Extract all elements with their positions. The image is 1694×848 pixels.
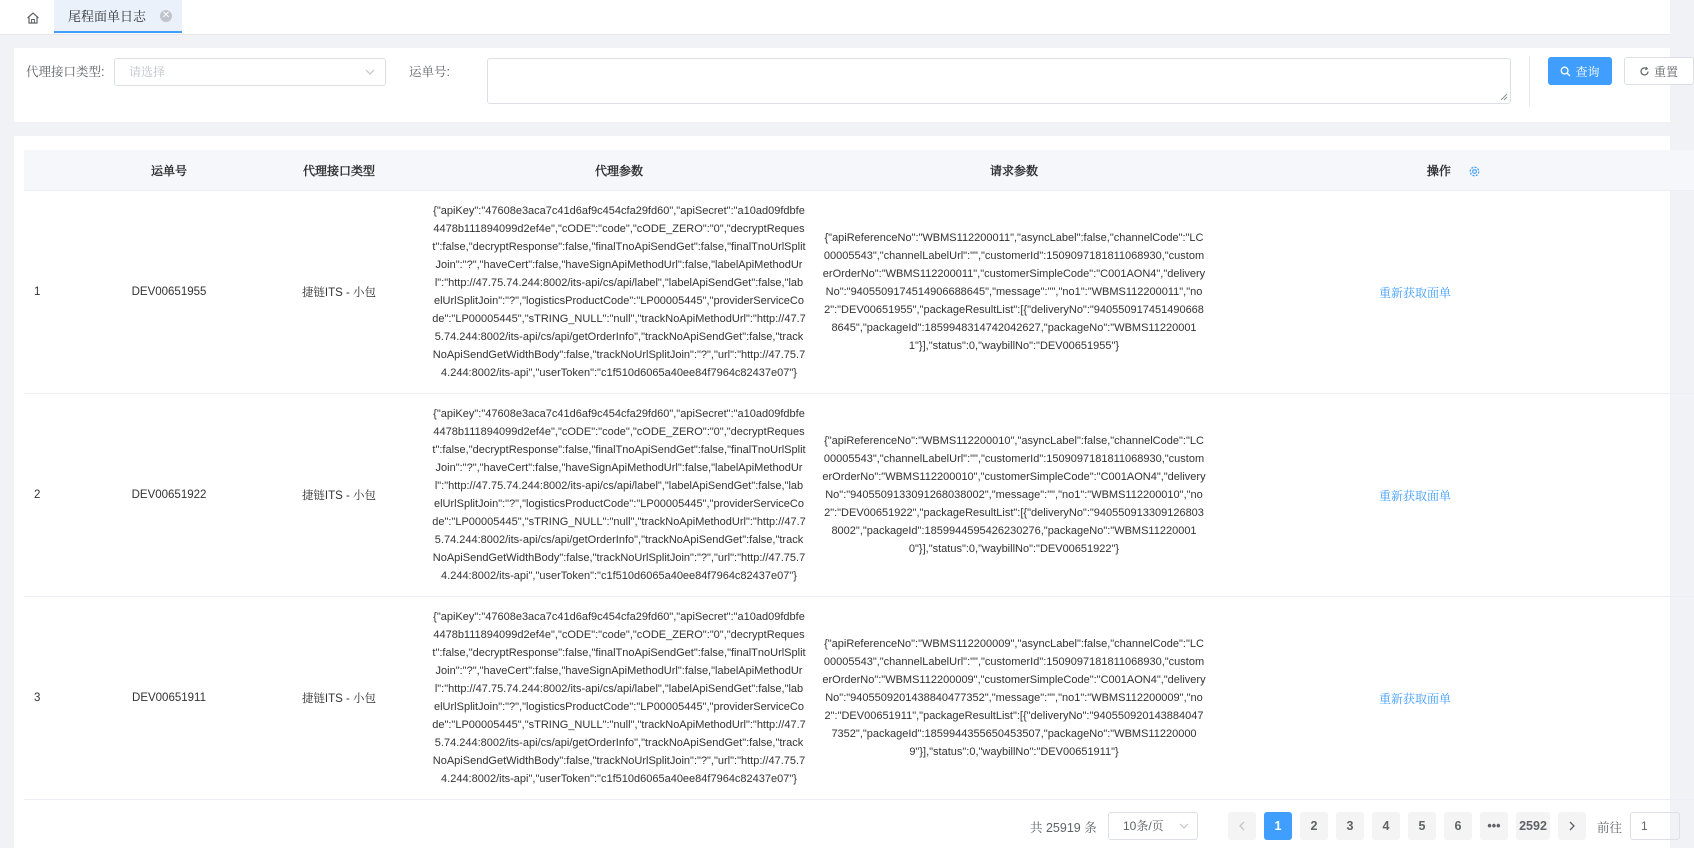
gear-icon[interactable] <box>1468 165 1481 178</box>
page-4-button[interactable]: 4 <box>1372 812 1400 840</box>
pagination <box>14 812 1670 840</box>
column-header-proxy-params: 代理参数 <box>424 150 814 191</box>
proxy-type-select[interactable] <box>114 58 386 86</box>
divider <box>1529 56 1530 106</box>
table-row <box>24 394 1694 597</box>
data-table <box>24 150 1670 800</box>
reset-button-label: 重置 <box>1654 64 1679 79</box>
row-proxy-params: {"apiKey":"47608e3aca7c41d6af9c454cfa29fd60","apiSecret":"a10ad09fdbfe4478b111894099d2ef4e","cODE":"code","cODE_ZERO":"0","decryptRequest":false,"decryptResponse":false,"finalTnoApiSendGet":false,"finalTnoUrlSplitJoin":"?","haveCert":false,"haveSignApiMethodUrl":false,"labelApiMethodUrl":"http://47.75.74.244:8002/its-api/cs/api/label","labelApiSendGet":false,"labelUrlSplitJoin":"?","logisticsProductCode":"LP00005445","providerServiceCode":"LP00005445","sTRING_NULL":"null","trackNoApiMethodUrl":"http://47.75.74.244:8002/its-api/cs/api/getOrderInfo","trackNoApiSendGet":false,"trackNoApiSendGetWidthBody":false,"trackNoUrlSplitJoin":"?","url":"http://47.75.74.244:8002/its-api","userToken":"c1f510d6065a40ee84f7964c82437e07"} <box>432 408 806 582</box>
row-proxy-type: 捷链ITS - 小包 <box>254 394 424 597</box>
row-index: 1 <box>24 191 84 394</box>
row-proxy-type: 捷链ITS - 小包 <box>254 597 424 800</box>
row-waybill: DEV00651955 <box>84 191 254 394</box>
prev-page-button[interactable] <box>1228 812 1256 840</box>
proxy-type-placeholder: 请选择 <box>129 65 166 79</box>
refetch-label-link[interactable]: 重新获取面单 <box>1379 285 1452 300</box>
tab-label: 尾程面单日志 <box>68 9 147 24</box>
row-request-params: {"apiReferenceNo":"WBMS112200009","asyncLabel":false,"channelCode":"LC00005543","channelLabelUrl":"","customerId":1509097181811068930,"customerOrderNo":"WBMS112200009","customerSimpleCode":"C001AON4","deliveryNo":"9405509201438840477352","message":"","no1":"WBMS112200009","no2":"DEV00651911","packageResultList":[{"deliveryNo":"9405509201438840477352","packageId":1859944355650453507,"packageNo":"WBMS112200009"}],"status":0,"waybillNo":"DEV00651911"} <box>822 638 1206 758</box>
home-tab[interactable] <box>18 4 48 32</box>
reset-button[interactable] <box>1624 57 1694 85</box>
more-pages-button[interactable]: ••• <box>1480 812 1508 840</box>
search-icon <box>1560 66 1571 77</box>
page-size-select[interactable] <box>1108 812 1198 840</box>
column-header-waybill: 运单号 <box>84 150 254 191</box>
row-proxy-type: 捷链ITS - 小包 <box>254 191 424 394</box>
query-button-label: 查询 <box>1575 64 1600 79</box>
row-waybill: DEV00651922 <box>84 394 254 597</box>
last-page-button[interactable]: 2592 <box>1516 812 1550 840</box>
page-5-button[interactable]: 5 <box>1408 812 1436 840</box>
refetch-label-link[interactable]: 重新获取面单 <box>1379 691 1452 706</box>
column-header-action <box>1214 150 1694 191</box>
page-2-button[interactable]: 2 <box>1300 812 1328 840</box>
row-waybill: DEV00651911 <box>84 597 254 800</box>
row-index: 2 <box>24 394 84 597</box>
goto-label: 前往 <box>1597 821 1623 835</box>
row-index: 3 <box>24 597 84 800</box>
row-proxy-params: {"apiKey":"47608e3aca7c41d6af9c454cfa29fd60","apiSecret":"a10ad09fdbfe4478b111894099d2ef4e","cODE":"code","cODE_ZERO":"0","decryptRequest":false,"decryptResponse":false,"finalTnoApiSendGet":false,"finalTnoUrlSplitJoin":"?","haveCert":false,"haveSignApiMethodUrl":false,"labelApiMethodUrl":"http://47.75.74.244:8002/its-api/cs/api/label","labelApiSendGet":false,"labelUrlSplitJoin":"?","logisticsProductCode":"LP00005445","providerServiceCode":"LP00005445","sTRING_NULL":"null","trackNoApiMethodUrl":"http://47.75.74.244:8002/its-api/cs/api/getOrderInfo","trackNoApiSendGet":false,"trackNoApiSendGetWidthBody":false,"trackNoUrlSplitJoin":"?","url":"http://47.75.74.244:8002/its-api","userToken":"c1f510d6065a40ee84f7964c82437e07"} <box>432 205 806 379</box>
table-header-row <box>24 150 1694 191</box>
query-button[interactable] <box>1548 57 1612 85</box>
column-header-request-params: 请求参数 <box>814 150 1214 191</box>
column-header-action-label: 操作 <box>1426 163 1451 178</box>
page-6-button[interactable]: 6 <box>1444 812 1472 840</box>
row-proxy-params: {"apiKey":"47608e3aca7c41d6af9c454cfa29fd60","apiSecret":"a10ad09fdbfe4478b111894099d2ef4e","cODE":"code","cODE_ZERO":"0","decryptRequest":false,"decryptResponse":false,"finalTnoApiSendGet":false,"finalTnoUrlSplitJoin":"?","haveCert":false,"haveSignApiMethodUrl":false,"labelApiMethodUrl":"http://47.75.74.244:8002/its-api/cs/api/label","labelApiSendGet":false,"labelUrlSplitJoin":"?","logisticsProductCode":"LP00005445","providerServiceCode":"LP00005445","sTRING_NULL":"null","trackNoApiMethodUrl":"http://47.75.74.244:8002/its-api/cs/api/getOrderInfo","trackNoApiSendGet":false,"trackNoApiSendGetWidthBody":false,"trackNoUrlSplitJoin":"?","url":"http://47.75.74.244:8002/its-api","userToken":"c1f510d6065a40ee84f7964c82437e07"} <box>432 611 806 785</box>
table-panel <box>14 136 1670 848</box>
resize-grip-icon[interactable] <box>1500 93 1508 101</box>
waybill-label: 运单号: <box>409 65 450 79</box>
waybill-input[interactable] <box>487 58 1511 104</box>
close-icon[interactable]: ✕ <box>161 9 171 21</box>
home-icon <box>26 11 40 25</box>
page-1-button[interactable]: 1 <box>1264 812 1292 840</box>
proxy-type-label: 代理接口类型: <box>26 65 105 79</box>
filter-panel <box>14 48 1679 122</box>
refresh-icon <box>1639 66 1650 77</box>
tab-bar <box>0 0 1670 35</box>
chevron-right-icon <box>1568 821 1576 831</box>
goto-page-input[interactable] <box>1630 812 1680 840</box>
row-request-params: {"apiReferenceNo":"WBMS112200011","asyncLabel":false,"channelCode":"LC00005543","channelLabelUrl":"","customerId":1509097181811068930,"customerOrderNo":"WBMS112200011","customerSimpleCode":"C001AON4","deliveryNo":"9405509174514906688645","message":"","no1":"WBMS112200011","no2":"DEV00651955","packageResultList":[{"deliveryNo":"9405509174514906688645","packageId":1859948314742042627,"packageNo":"WBMS112200011"}],"status":0,"waybillNo":"DEV00651955"} <box>822 232 1206 352</box>
refetch-label-link[interactable]: 重新获取面单 <box>1379 488 1452 503</box>
tab-tail-label-log[interactable] <box>54 0 182 33</box>
column-header-index <box>24 150 84 191</box>
row-request-params: {"apiReferenceNo":"WBMS112200010","asyncLabel":false,"channelCode":"LC00005543","channelLabelUrl":"","customerId":1509097181811068930,"customerOrderNo":"WBMS112200010","customerSimpleCode":"C001AON4","deliveryNo":"9405509133091268038002","message":"","no1":"WBMS112200010","no2":"DEV00651922","packageResultList":[{"deliveryNo":"9405509133091268038002","packageId":1859944595426230276,"packageNo":"WBMS112200010"}],"status":0,"waybillNo":"DEV00651922"} <box>822 435 1206 555</box>
total-count: 共 25919 条 <box>1030 821 1097 835</box>
table-row <box>24 597 1694 800</box>
page-3-button[interactable]: 3 <box>1336 812 1364 840</box>
next-page-button[interactable] <box>1558 812 1586 840</box>
chevron-down-icon <box>365 67 375 77</box>
goto-page-value: 1 <box>1641 819 1648 833</box>
page-size-value: 10条/页 <box>1123 819 1164 833</box>
table-row <box>24 191 1694 394</box>
chevron-down-icon <box>1179 821 1189 831</box>
chevron-left-icon <box>1238 821 1246 831</box>
column-header-proxy-type: 代理接口类型 <box>254 150 424 191</box>
